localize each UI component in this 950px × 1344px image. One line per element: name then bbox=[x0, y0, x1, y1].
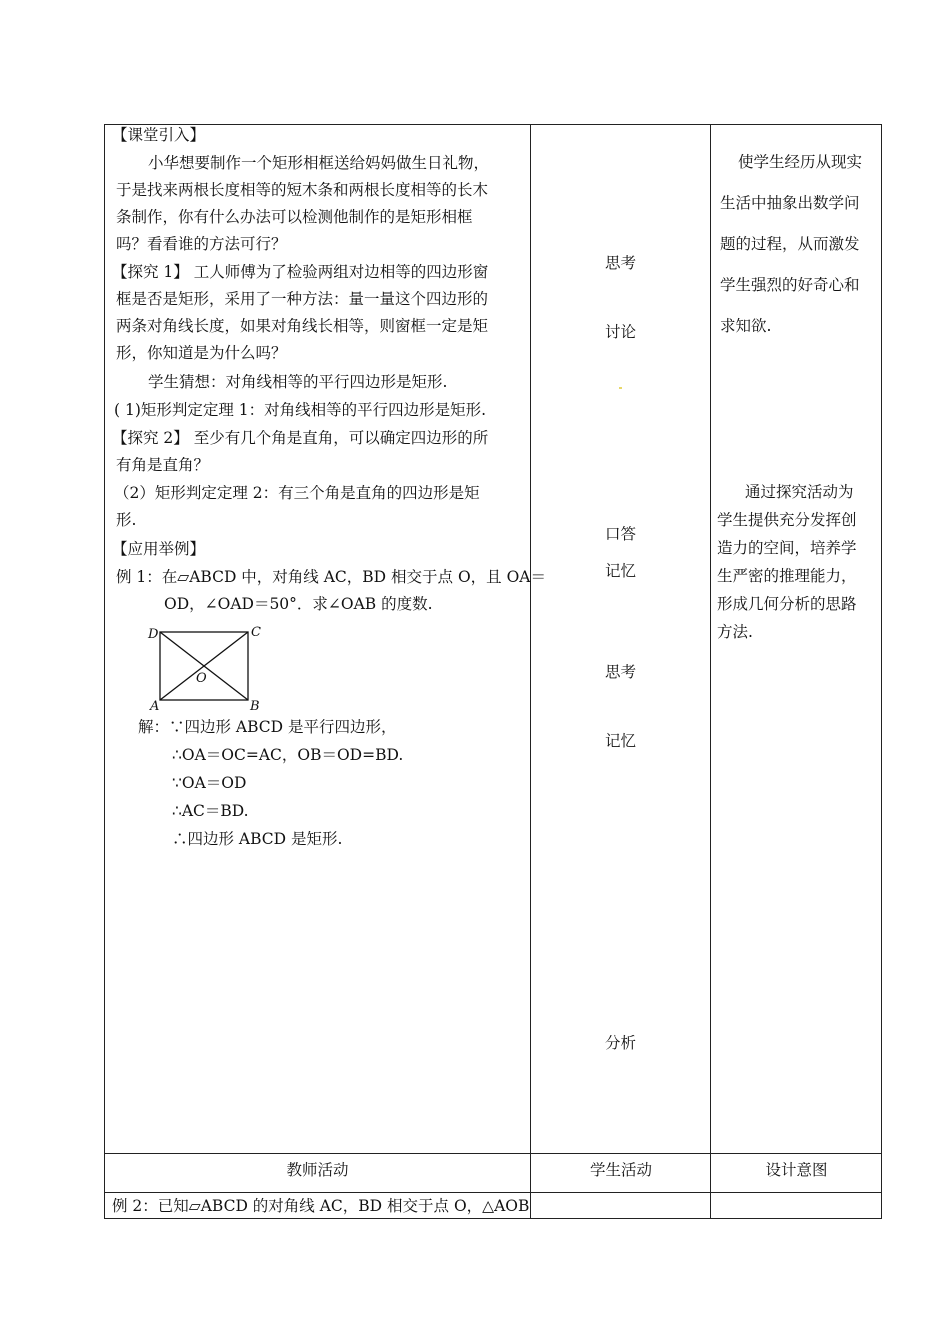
student-activity-item: 口答 bbox=[605, 525, 637, 543]
student-activity-item: 思考 bbox=[605, 663, 637, 681]
design-intent-line: 使学生经历从现实 bbox=[738, 153, 863, 171]
theorem-2-line: 形. bbox=[116, 511, 137, 529]
explore1-line: 【探究 1】 工人师傅为了检验两组对边相等的四边形窗 bbox=[112, 263, 489, 281]
design-intent-line: 造力的空间，培养学 bbox=[717, 539, 857, 557]
column-divider-2 bbox=[710, 124, 711, 1219]
center-label-o: O bbox=[196, 671, 207, 686]
student-guess: 学生猜想：对角线相等的平行四边形是矩形. bbox=[148, 373, 448, 391]
table-border-right bbox=[881, 124, 882, 1219]
design-intent-line: 题的过程，从而激发 bbox=[720, 235, 860, 253]
header-teacher-activity: 教师活动 bbox=[286, 1161, 349, 1179]
design-intent-line: 学生提供充分发挥创 bbox=[717, 511, 857, 529]
decorative-dot bbox=[619, 387, 622, 389]
student-activity-item: 分析 bbox=[605, 1034, 637, 1052]
explore1-line: 框是否是矩形，采用了一种方法：量一量这个四边形的 bbox=[116, 290, 489, 308]
table-border-top bbox=[104, 124, 882, 125]
intro-line: 小华想要制作一个矩形相框送给妈妈做生日礼物， bbox=[148, 154, 490, 172]
theorem-1: ( 1)矩形判定定理 1：对角线相等的平行四边形是矩形. bbox=[114, 401, 487, 419]
design-intent-line: 生严密的推理能力， bbox=[717, 567, 857, 585]
design-intent-line: 求知欲. bbox=[720, 317, 772, 335]
solution-line: 解：∵四边形 ABCD 是平行四边形， bbox=[138, 718, 397, 736]
solution-line: ∵OA＝OD bbox=[172, 774, 247, 792]
example1-line: OD，∠OAD＝50°．求∠OAB 的度数. bbox=[164, 595, 433, 613]
explore1-line: 形，你知道是为什么吗？ bbox=[116, 344, 287, 362]
apply-heading: 【应用举例】 bbox=[112, 540, 206, 558]
design-intent-line: 形成几何分析的思路 bbox=[717, 595, 857, 613]
vertex-label-d: D bbox=[148, 627, 159, 642]
header-row-bottom-border bbox=[104, 1192, 882, 1193]
vertex-label-c: C bbox=[251, 625, 261, 640]
solution-line: ∴OA＝OC=AC，OB＝OD=BD. bbox=[172, 746, 404, 764]
intro-heading: 【课堂引入】 bbox=[112, 126, 206, 144]
explore2-line: 有角是直角？ bbox=[116, 456, 210, 474]
student-activity-item: 记忆 bbox=[605, 562, 637, 580]
intro-line: 于是找来两根长度相等的短木条和两根长度相等的长木 bbox=[116, 181, 489, 199]
table-border-bottom bbox=[104, 1218, 882, 1219]
header-design-intent: 设计意图 bbox=[765, 1161, 828, 1179]
explore1-line: 两条对角线长度，如果对角线长相等，则窗框一定是矩 bbox=[116, 317, 489, 335]
theorem-2-line: （2）矩形判定定理 2：有三个角是直角的四边形是矩 bbox=[114, 484, 480, 502]
vertex-label-a: A bbox=[150, 699, 160, 714]
column-divider-1 bbox=[530, 124, 531, 1219]
solution-line: ∴四边形 ABCD 是矩形. bbox=[172, 830, 343, 848]
intro-line: 条制作，你有什么办法可以检测他制作的是矩形相框 bbox=[116, 208, 473, 226]
student-activity-item: 讨论 bbox=[605, 323, 637, 341]
intro-line: 吗？看看谁的方法可行？ bbox=[116, 235, 287, 253]
design-intent-line: 通过探究活动为 bbox=[745, 483, 854, 501]
design-intent-line: 方法. bbox=[717, 623, 753, 641]
design-intent-line: 学生强烈的好奇心和 bbox=[720, 276, 860, 294]
header-row-top-border bbox=[104, 1153, 882, 1154]
header-student-activity: 学生活动 bbox=[589, 1161, 652, 1179]
solution-line: ∴AC＝BD. bbox=[172, 802, 249, 820]
explore2-line: 【探究 2】 至少有几个角是直角，可以确定四边形的所 bbox=[112, 429, 489, 447]
student-activity-item: 记忆 bbox=[605, 732, 637, 750]
example1-line: 例 1：在▱ABCD 中，对角线 AC，BD 相交于点 O，且 OA＝ bbox=[116, 568, 546, 586]
vertex-label-b: B bbox=[250, 699, 260, 714]
design-intent-line: 生活中抽象出数学问 bbox=[720, 194, 860, 212]
table-border-left bbox=[104, 124, 105, 1219]
student-activity-item: 思考 bbox=[605, 254, 637, 272]
example2-line: 例 2：已知▱ABCD 的对角线 AC，BD 相交于点 O，△AOB bbox=[112, 1197, 530, 1215]
